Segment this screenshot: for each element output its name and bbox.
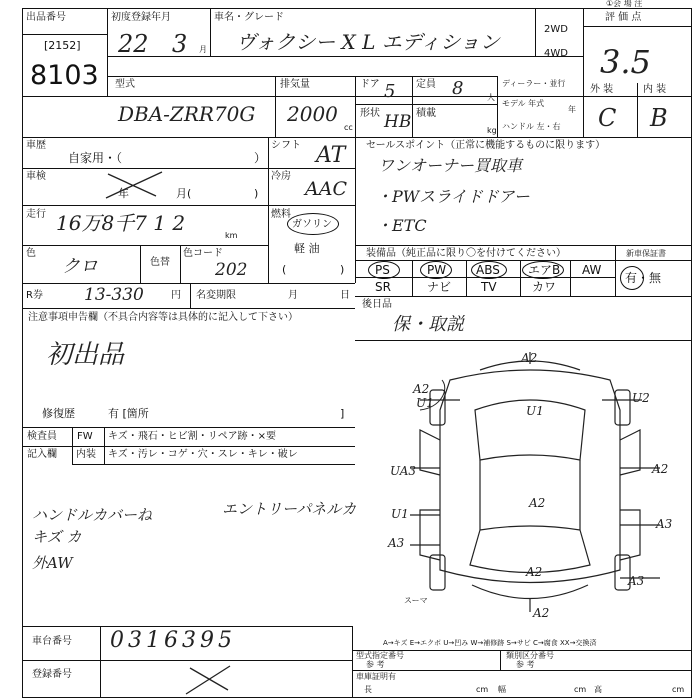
capacity-value: 8 xyxy=(452,78,464,99)
first-reg-label: 初度登録年月 xyxy=(111,12,171,23)
diagram-mark-8: U1 xyxy=(391,507,409,521)
lot-sub-number: [2152] xyxy=(44,39,81,52)
entry-label: 記入欄 xyxy=(27,449,57,460)
diagram-mark-13: A3 xyxy=(628,574,645,588)
top-tag: ①会 場 注 xyxy=(606,0,643,8)
remark-2: エントリーパネルカ xyxy=(222,500,357,518)
drive-4wd: 4WD xyxy=(544,48,568,59)
diagram-mark-6: A2 xyxy=(652,462,669,476)
sales-point-3: ・ETC xyxy=(376,216,427,235)
sales-title: セールスポイント（正常に機能するものに限ります） xyxy=(366,140,606,151)
load-unit: kg xyxy=(487,126,497,135)
fuel-label: 燃料 xyxy=(271,209,291,220)
drive-2wd: 2WD xyxy=(544,24,568,35)
inspector-label: 検査員 xyxy=(27,431,57,442)
doors-value: 5 xyxy=(384,81,396,102)
warranty-label: 新車保証書 xyxy=(626,249,666,258)
name-limit-month: 月 xyxy=(288,290,298,301)
first-reg-month-unit: 月 xyxy=(199,45,207,54)
notes-label: 注意事項申告欄（不具合内容等は具体的に記入して下さい） xyxy=(28,312,298,323)
model-year-label: モデル 年式 xyxy=(502,99,545,108)
diagram-mark-7: UA3 xyxy=(390,464,417,478)
first-reg-month: 3 xyxy=(172,30,188,58)
cert-label: 車庫証明有 xyxy=(356,672,396,681)
width-label: 幅 xyxy=(498,685,506,694)
repair-close: ] xyxy=(340,407,345,420)
equip-navi: ナビ xyxy=(427,280,452,294)
int-label: 内 装 xyxy=(643,84,667,95)
length-unit: cm xyxy=(476,685,489,694)
fw-label: FW xyxy=(77,431,93,442)
type-designation-label: 型式指定番号 xyxy=(356,651,404,660)
remark-1: ハンドルカバーね xyxy=(32,506,153,524)
shift-label: シフト xyxy=(271,140,301,151)
lot-number: 8103 xyxy=(30,60,99,91)
equip-abs: ABS xyxy=(476,263,500,277)
inspection-label: 車検 xyxy=(26,171,46,182)
warranty-circle xyxy=(620,266,644,290)
color-code-label: 色コード xyxy=(183,248,223,259)
car-name-label: 車名・グレード xyxy=(214,12,284,23)
width-unit: cm xyxy=(574,685,587,694)
type-ref: 参 考 xyxy=(366,660,385,669)
int-row-label: 内装 xyxy=(76,449,96,460)
lot-number-label: 出品番号 xyxy=(26,12,66,23)
equip-sr: SR xyxy=(375,280,391,294)
chassis-label: 車台番号 xyxy=(32,636,72,647)
ext-value: C xyxy=(598,104,617,132)
car-name-value: ヴォクシー X L エディション xyxy=(236,30,500,54)
shape-label: 形状 xyxy=(360,108,380,119)
int-value: B xyxy=(650,104,668,132)
warranty-value: 有・無 xyxy=(625,271,662,285)
after-parts-value: 保・取説 xyxy=(392,314,464,335)
equip-ps: PS xyxy=(375,263,390,277)
fuel-close: ) xyxy=(340,263,345,276)
color-change-label: 色替 xyxy=(150,257,170,268)
history-close: ） xyxy=(254,151,267,165)
inspection-strike-mark xyxy=(100,168,170,202)
int-items: キズ・汚レ・コゲ・穴・スレ・キレ・破レ xyxy=(108,449,298,460)
name-limit-label: 名変期限 xyxy=(196,290,236,301)
repair-value: 有 [箇所 xyxy=(108,407,149,420)
fuel-diesel: 軽 油 xyxy=(294,242,320,255)
inspection-year-unit: 年 xyxy=(118,187,129,200)
reg-label: 登録番号 xyxy=(32,669,72,680)
diagram-mark-9: A2 xyxy=(529,496,546,510)
diagram-mark-10: A3 xyxy=(656,517,673,531)
recycle-label: R券 xyxy=(26,290,43,301)
bumper-label: スーマ xyxy=(404,596,428,605)
displacement-label: 排気量 xyxy=(280,79,310,90)
equip-airbag: エアB xyxy=(528,263,561,277)
diagram-mark-14: A2 xyxy=(533,606,550,620)
diagram-mark-11: A3 xyxy=(388,536,405,550)
diagram-mark-2: A2 xyxy=(413,382,430,396)
damage-legend: A→キズ E→エクボ U→凹み W→補修跡 S→サビ C→腐食 XX→交換済 xyxy=(383,639,597,647)
displacement-unit: cc xyxy=(344,123,353,132)
diagram-mark-4: U1 xyxy=(526,404,544,418)
recycle-value: 13-330 xyxy=(84,285,144,305)
model-value: DBA-ZRR70G xyxy=(118,102,256,126)
name-limit-day: 日 xyxy=(340,290,350,301)
model-label: 型式 xyxy=(115,79,135,90)
notes-value: 初出品 xyxy=(46,340,125,370)
shift-value: AT xyxy=(316,143,346,168)
score-value: 3.5 xyxy=(600,43,651,81)
fw-items: キズ・飛石・ヒビ割・リペア跡・×要 xyxy=(108,431,276,442)
equipment-title: 装備品（純正品に限り〇を付けてください） xyxy=(366,248,566,259)
mileage-unit: km xyxy=(225,231,238,240)
repair-label: 修復歴 xyxy=(42,407,75,420)
color-value: クロ xyxy=(62,256,98,277)
history-label: 車歴 xyxy=(26,140,46,151)
capacity-label: 定員 xyxy=(416,79,436,90)
ext-label: 外 装 xyxy=(590,84,614,95)
color-code-value: 202 xyxy=(215,260,248,280)
fuel-circle xyxy=(287,213,339,235)
shape-value: HB xyxy=(384,112,412,132)
recycle-unit: 円 xyxy=(171,290,181,301)
displacement-value: 2000 xyxy=(287,102,338,126)
chassis-value: 0316395 xyxy=(110,628,236,653)
doors-label: ドア xyxy=(360,79,380,90)
inspection-month-unit: 月( xyxy=(176,187,192,200)
equip-aw: AW xyxy=(582,263,602,277)
ac-label: 冷房 xyxy=(271,171,291,182)
mileage-value: 16万8千7 1 2 xyxy=(56,211,186,235)
score-label: 評 価 点 xyxy=(605,12,642,23)
load-label: 積載 xyxy=(416,108,436,119)
equip-tv: TV xyxy=(481,280,497,294)
diagram-mark-5: U2 xyxy=(632,391,650,405)
length-label: 長 xyxy=(364,685,372,694)
diagram-mark-1: A2 xyxy=(521,351,538,365)
height-unit: cm xyxy=(672,685,685,694)
fuel-gasoline: ガソリン xyxy=(292,219,332,230)
first-reg-year: 22 xyxy=(118,30,149,58)
remark-3: キズ カ xyxy=(32,528,82,546)
remark-4: 外AW xyxy=(32,554,73,572)
diagram-mark-12: A2 xyxy=(526,565,543,579)
equip-leather: カワ xyxy=(532,280,557,294)
diagram-mark-3: U1 xyxy=(416,396,434,410)
color-label: 色 xyxy=(26,248,36,259)
after-parts-label: 後日品 xyxy=(362,299,392,310)
fuel-open: ( xyxy=(282,263,287,276)
category-label: 類別区分番号 xyxy=(506,651,554,660)
category-ref: 参 考 xyxy=(516,660,535,669)
handle-label: ハンドル 左・右 xyxy=(502,122,561,131)
sales-point-2: ・PWスライドドアー xyxy=(376,187,530,206)
capacity-unit: 人 xyxy=(487,93,495,102)
reg-strike-mark xyxy=(180,660,240,698)
mileage-label: 走行 xyxy=(26,209,46,220)
history-value: 自家用・（ xyxy=(68,151,123,165)
height-label: 高 xyxy=(594,685,602,694)
dealer-label: ディーラー・並行 xyxy=(502,79,566,88)
ac-value: AAC xyxy=(305,178,347,200)
equip-pw: PW xyxy=(427,263,447,277)
inspection-close: ) xyxy=(254,187,259,200)
sales-point-1: ワンオーナー買取車 xyxy=(378,156,523,175)
year-unit: 年 xyxy=(568,105,576,114)
